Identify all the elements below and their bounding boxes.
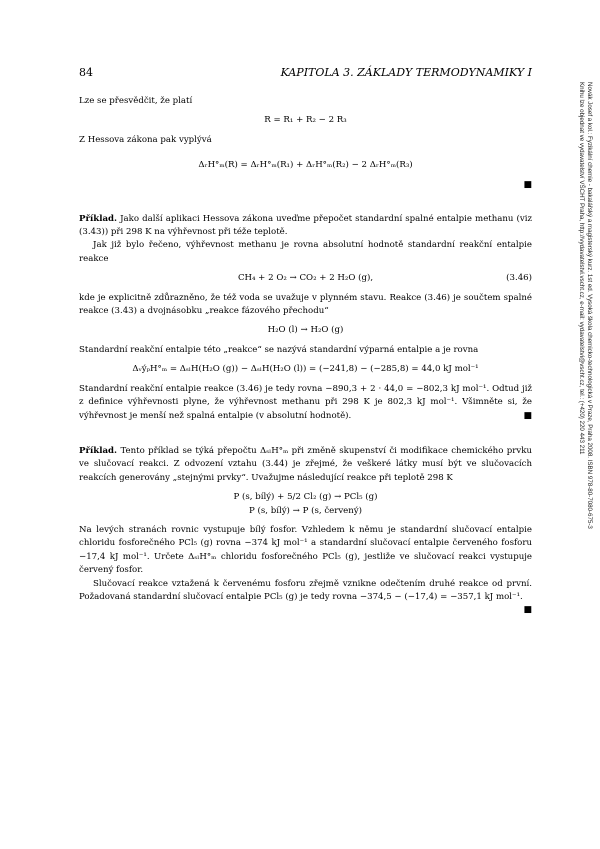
- example-label: Příklad.: [79, 445, 118, 456]
- page-header: [79, 66, 532, 80]
- paragraph-explicit: kde je explicitně zdůrazněno, že též voda se uvažuje v plynném stavu. Reakce (3.46) je součtem spalné reakce (3.43) a dvojnásobku „reakce fázového přechodu“: [79, 292, 532, 317]
- equation-number: (3.46): [506, 273, 532, 284]
- equation-body: CH₄ + 2 O₂ → CO₂ + 2 H₂O (g),: [237, 273, 374, 284]
- paragraph-red-phosphorus: [79, 578, 532, 616]
- equation-3-46: [79, 272, 532, 285]
- result-text: Standardní reakční entalpie reakce (3.46) je tedy rovna −890,3 + 2 · 44,0 = −802,3 kJ mol⁻¹. Odtud již z definice výhřevnosti plyne, že výhřevnost methanu při 298 K je 802,3 kJ mol⁻¹. Všimněte si, že výhřevnost je menší než spalná entalpie (v absolutní hodnotě).: [79, 383, 532, 421]
- example-label: Příklad.: [79, 213, 118, 224]
- end-of-proof-mark: ■: [523, 179, 532, 190]
- equation-vap-value: ΔᵥýₚH°ₘ = ΔₛₗH(H₂O (g)) − ΔₛₗH(H₂O (l)) = (−241,8) − (−285,8) = 44,0 kJ mol⁻¹: [132, 364, 479, 375]
- equation-phosphorus: P (s, bílý) → P (s, červený): [248, 505, 363, 516]
- equation-vaporization: H₂O (l) → H₂O (g): [267, 325, 344, 336]
- example-text: Jako další aplikaci Hessova zákona uveďme přepočet standardní spalné entalpie methanu (viz (3.43)) při 298 K na výhřevnost při téže teplotě.: [79, 213, 532, 238]
- paragraph-hess: Z Hessova zákona pak vyplývá: [79, 134, 212, 145]
- paragraph-white-phosphorus: Na levých stranách rovnic vystupuje bílý fosfor. Vzhledem k němu je standardní slučovací entalpie chloridu fosforečného PCl₅ (g) rovna −374 kJ mol⁻¹ a standardní slučovací entalpie červeného fosforu −17,4 kJ mol⁻¹. Určete ΔₛₗH°ₘ chloridu fosforečného PCl₅ (g), jestliže ve slučovací reakci vystupuje červený fosfor.: [79, 524, 532, 576]
- page-number: 84: [79, 66, 93, 79]
- paragraph-intro: Lze se přesvědčit, že platí: [79, 96, 193, 106]
- paragraph-vap-enthalpy: Standardní reakční entalpie této „reakce“ se nazývá standardní výparná entalpie a je rovna: [79, 344, 479, 355]
- running-head: KAPITOLA 3. ZÁKLADY TERMODYNAMIKY I: [280, 66, 532, 79]
- page-body: [79, 95, 532, 618]
- equation-r: R = R₁ + R₂ − 2 R₃: [264, 115, 347, 126]
- conclusion-text: Slučovací reakce vztažená k červenému fosforu zřejmě vznikne odečtením druhé reakce od první. Požadovaná standardní slučovací entalpie PCl₅ (g) je tedy rovna −374,5 − (−17,4) = −357,1 kJ mol⁻¹.: [79, 578, 532, 602]
- equation-system: [79, 491, 532, 518]
- side-note: [577, 82, 593, 529]
- paragraph-result: [79, 383, 532, 423]
- equation-hess: ΔᵣH°ₘ(R) = ΔᵣH°ₘ(R₁) + ΔᵣH°ₘ(R₂) − 2 ΔᵣH°ₘ(R₃): [198, 160, 413, 171]
- side-note-line-2: Knihu lze objednat ve vydavatelství VŠCHT Praha, http://vydavatelstvi.vscht.cz, e-mail: vydavatelstvi@vscht.cz, tel.: (+420) 220 443 211: [578, 82, 585, 455]
- paragraph-heat-value: Jak již bylo řečeno, výhřevnost methanu je rovna absolutní hodnotě standardní reakční entalpie reakce: [79, 240, 532, 264]
- end-of-example-mark: ■: [523, 410, 532, 421]
- end-of-example-mark: ■: [523, 605, 532, 616]
- example-methane: [79, 213, 532, 240]
- example-phosphorus: [79, 445, 532, 485]
- side-note-line-1: Novák Josef a kol.: Fyzikální chemie - bakalářský a magisterský kurz. 1st ed. Vysoká škola chemicko-technologická v Praze, Praha 2008. ISBN 978-80-7080-675-3: [586, 82, 593, 529]
- equation-pcl5: P (s, bílý) + 5/2 Cl₂ (g) → PCl₅ (g): [233, 492, 378, 503]
- example-text: Tento příklad se týká přepočtu ΔₛₗH°ₘ při změně skupenství či modifikace chemického prvku ve slučovací reakci. Z odvození vztahu (3.44) je zřejmé, že veškeré látky musí být ve slučovacích reakcích generovány „stejnými prvky“. Uvažujme následující reakce při teplotě 298 K: [79, 445, 533, 483]
